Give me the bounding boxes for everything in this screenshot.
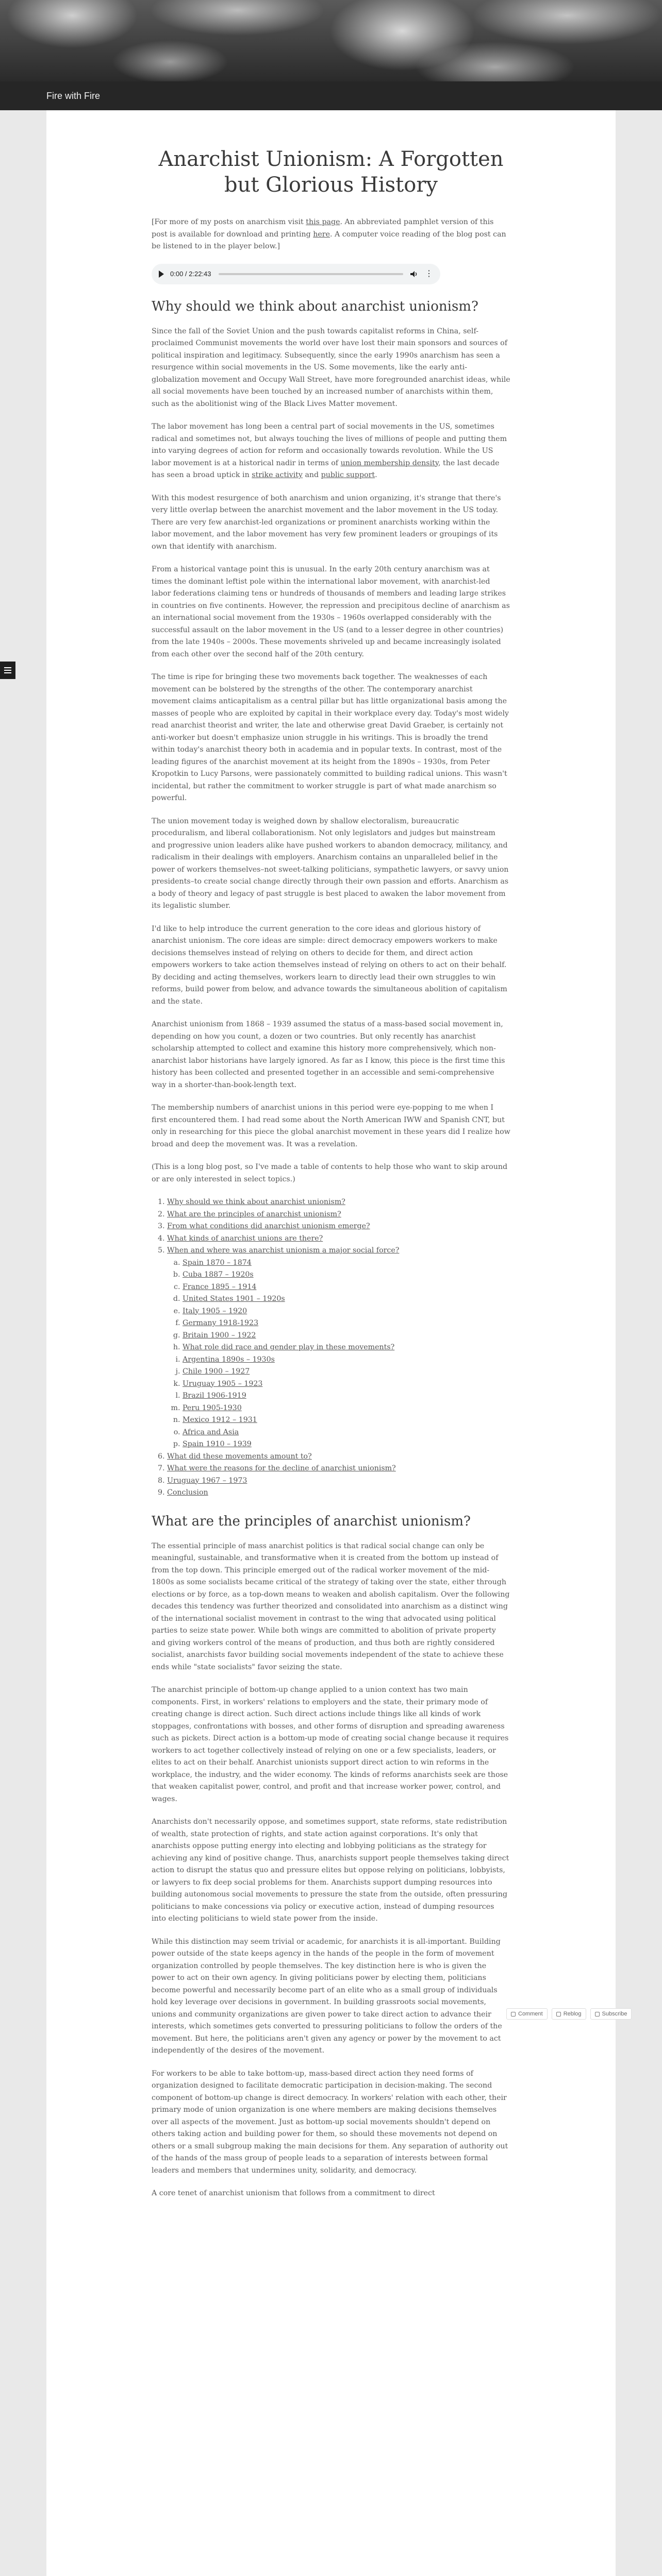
toc-link[interactable]: Brazil 1906-1919 — [183, 1392, 246, 1400]
toc-link[interactable]: From what conditions did anarchist unionism emerge? — [167, 1222, 370, 1230]
toc-item — [167, 1475, 510, 1487]
toc-link[interactable]: Cuba 1887 – 1920s — [183, 1270, 254, 1279]
paragraph-text: , the last decade has seen a broad uptick in — [152, 459, 500, 479]
paragraph — [152, 923, 510, 1008]
toc-link[interactable]: What did these movements amount to? — [167, 1452, 312, 1461]
toc-link[interactable]: Germany 1918-1923 — [183, 1319, 259, 1327]
paragraph: The essential principle of mass anarchist politics is that radical social change can only be meaningful, sustainable, and transformative when it is created from the bottom up instead of from the top down. This principle emerged out of the radical worker movement of the mid-1800s as some socialists became critical of the strategy of taking over the state, either through elections or by force, as a top-down means to weaken and abolish capitalism. Over the following decades this tendency was further theorized and consolidated into anarchism as a distinct wing of the international socialist movement in contrast to the wing that advocated using political parties to seize state power. While both wings are committed to abolition of private property and giving workers control of the means of production, and thus both are rightly considered socialist, anarchists favor building social movements independent of the state to achieve these ends while "state socialists" favor seizing the state. — [152, 1541, 510, 1671]
toc-link[interactable]: Italy 1905 – 1920 — [183, 1307, 247, 1315]
comment-button[interactable]: Comment — [506, 2008, 548, 2020]
paragraph — [152, 493, 510, 553]
toc-link[interactable]: France 1895 – 1914 — [183, 1282, 257, 1291]
toc-item — [167, 1463, 510, 1475]
audio-player[interactable] — [152, 264, 440, 284]
toc-link[interactable]: Mexico 1912 – 1931 — [183, 1416, 257, 1424]
toc-link[interactable]: Uruguay 1905 – 1923 — [183, 1379, 263, 1388]
top-bar — [0, 81, 662, 110]
toc-subitem — [183, 1342, 510, 1354]
toc-subitem — [183, 1390, 510, 1402]
paragraph-text: The labor movement has long been a central part of social movements in the US, sometimes radical and sometimes not, but always touching the lives of millions of people and putting them into varying degrees of action for reform and occasionally towards revolution. While the US labor movement is at a historical nadir in terms of — [152, 422, 507, 467]
paragraph-text: (This is a long blog post, so I've made a table of contents to help those who want to skip around or are only interested in select topics.) — [152, 1163, 508, 1183]
toc-link[interactable]: Spain 1870 – 1874 — [183, 1258, 252, 1267]
toc-subitem — [183, 1257, 510, 1269]
toc-link[interactable]: Chile 1900 – 1927 — [183, 1367, 250, 1376]
post-intro — [152, 216, 510, 253]
menu-icon — [4, 667, 11, 673]
paragraph-text: The time is ripe for bringing these two movements back together. The weaknesses of each movement can be bolstered by the strengths of the other. The contemporary anarchist movement claims anticapitalism as a central pillar but has little organizational basis among the masses of people who are exploited by capital in their workplace every day. Today's most widely read anarchist theorist and writer, the late and otherwise great David Graeber, is certainly not anti-worker but doesn't emphasize union struggle in his writings. This is broadly the trend within today's anarchist theory both in academia and in popular texts. In contrast, most of the leading figures of the anarchist movement at its height from the 1890s – 1930s, from Peter Kropotkin to Lucy Parsons, were passionately committed to building radical unions. This wasn't incidental, but rather the commitment to worker struggle is part of what made anarchism so powerful. — [152, 673, 509, 802]
toc-subitem — [183, 1427, 510, 1439]
audio-time: 0:00 / 2:22:43 — [170, 270, 211, 278]
paragraph-text: Since the fall of the Soviet Union and the push towards capitalist reforms in China, self-proclaimed Communist movements the world over have lost their main sponsors and sources of political inspiration and legitimacy. Subsequently, since the early 1990s anarchism has seen a resurgence within social movements in the US. Some movements, like the early anti-globalization movement and Occupy Wall Street, have more foregrounded anarchist ideas, while all social movements have been touched by an increased number of anarchists within them, such as the abolitionist wing of the Black Lives Matter movement. — [152, 327, 510, 408]
more-options-icon[interactable]: ⋮ — [425, 269, 433, 278]
toc-subitem — [183, 1366, 510, 1378]
toc-sublist — [167, 1257, 510, 1451]
toc-link[interactable]: When and where was anarchist unionism a major social force? — [167, 1246, 400, 1255]
follow-bar — [506, 2008, 632, 2020]
section-heading: Why should we think about anarchist unionism? — [152, 298, 478, 314]
toc-subitem — [183, 1293, 510, 1306]
subscribe-icon — [595, 2012, 600, 2016]
paragraph — [152, 1102, 510, 1150]
table-of-contents — [152, 1196, 510, 1499]
toc-item — [167, 1451, 510, 1463]
sidebar-toggle-button[interactable] — [0, 662, 15, 679]
toc-link[interactable]: Spain 1910 – 1939 — [183, 1440, 252, 1448]
toc-link[interactable]: Peru 1905-1930 — [183, 1403, 242, 1412]
paragraph-text: . A computer voice reading of the blog post can be listened to in the player below.] — [152, 230, 506, 250]
paragraph-text: . — [375, 471, 377, 479]
paragraph-text: The union movement today is weighed down by shallow electoralism, bureaucratic proceduralism, and liberal collaborationism. Not only legislators and judges but mainstream and progressive union leaders alike have pushed workers to abandon democracy, militancy, and radicalism in their dealings with employers. Anarchism contains an unparalleled belief in the power of workers themselves–not sweet-talking politicians, sympathetic lawyers, or savvy union presidents–to create social change directly through their own passion and efforts. Anarchism as a body of theory and legacy of past struggle is best placed to awaken the labor movement from its legalistic slumber. — [152, 817, 509, 910]
toc-subitem — [183, 1317, 510, 1330]
paragraph — [152, 1161, 510, 1185]
toc-item — [167, 1196, 510, 1209]
toc-item — [167, 1209, 510, 1221]
site-title[interactable]: Fire with Fire — [46, 90, 101, 101]
comment-icon — [511, 2012, 516, 2016]
post-page — [46, 110, 616, 2576]
paragraph — [152, 1019, 510, 1091]
toc-subitem — [183, 1269, 510, 1281]
paragraph-text: I'd like to help introduce the current generation to the core ideas and glorious history of anarchist unionism. The core ideas are simple: direct democracy empowers workers to make decisions themselves instead of relying on others to decide for them, and direct action empowers workers to take action themselves instead of relying on others to act on their behalf. By deciding and acting themselves, workers learn to directly lead their own struggles to win reforms, build power from below, and advance towards the simultaneous abolition of capitalism and the state. — [152, 924, 507, 1006]
audio-progress-bar[interactable] — [219, 273, 403, 275]
play-icon[interactable] — [159, 270, 164, 278]
paragraph-text: and — [302, 471, 321, 479]
inline-link[interactable]: here — [313, 230, 330, 239]
toc-item — [167, 1233, 510, 1245]
paragraph: The anarchist principle of bottom-up change applied to a union context has two main components. First, in workers' relations to employers and the state, their primary mode of creating change is direct action. Such direct actions include things like all kinds of work stoppages, confrontations with bosses, and other forms of disruption and spreading awareness such as pickets. Direct action is a bottom-up mode of creating social change because it requires workers to act together collectively instead of relying on one or a few specialists, leaders, or elites to act on their behalf. Anarchist unionists support direct action to win reforms in the workplace, the industry, and the wider economy. The kinds of reforms anarchists seek are those that weaken capitalist power, control, and profit and that increase worker power, control, and wages. — [152, 1686, 509, 1803]
toc-subitem — [183, 1281, 510, 1294]
toc-subitem — [183, 1414, 510, 1427]
post-title: Anarchist Unionism: A Forgotten but Glorious History — [158, 147, 504, 197]
section-body — [152, 1540, 510, 2200]
toc-link[interactable]: Uruguay 1967 – 1973 — [167, 1476, 247, 1485]
inline-link[interactable]: public support — [321, 471, 375, 479]
paragraph-text: The membership numbers of anarchist unions in this period were eye-popping to me when I first encountered them. I had read some about the North American IWW and Spanish CNT, but only in researching for this piece the global anarchist movement in these years did I realize how broad and deep the movement was. It was a revelation. — [152, 1104, 510, 1148]
paragraph — [152, 421, 510, 482]
toc-subitem — [183, 1402, 510, 1415]
paragraph-text: . An abbreviated pamphlet version of this post is available for download and printing — [152, 218, 494, 239]
paragraph-text: From a historical vantage point this is unusual. In the early 20th century anarchism was at times the dominant leftist pole within the international labor movement, with anarchist-led labor federations claiming tens or hundreds of thousands of members and leading large strikes in countries on five continents. However, the repression and precipitous decline of anarchism as an international social movement from the 1930s – 1960s overlapped considerably with the successful assault on the labor movement in the US (and to a lesser degree in other countries) from the late 1940s – 2000s. These movements shriveled up and became increasingly isolated from each other over the second half of the 20th century. — [152, 565, 510, 658]
header-image — [0, 0, 662, 81]
paragraph: A core tenet of anarchist unionism that follows from a commitment to direct — [152, 2189, 435, 2197]
section-body — [152, 326, 510, 1186]
toc-link[interactable]: United States 1901 – 1920s — [183, 1295, 285, 1303]
toc-link[interactable]: What kinds of anarchist unions are there? — [167, 1234, 323, 1243]
reblog-button[interactable]: Reblog — [552, 2008, 586, 2020]
toc-link[interactable]: Africa and Asia — [183, 1428, 239, 1436]
paragraph-text: [For more of my posts on anarchism visit — [152, 218, 306, 226]
toc-subitem — [183, 1378, 510, 1391]
section-heading: What are the principles of anarchist unionism? — [152, 1513, 471, 1529]
paragraph — [152, 671, 510, 805]
toc-link[interactable]: What role did race and gender play in these movements? — [183, 1343, 395, 1351]
toc-subitem — [183, 1354, 510, 1366]
toc-item — [167, 1245, 510, 1451]
paragraph-text: Anarchist unionism from 1868 – 1939 assumed the status of a mass-based social movement in, depending on how you count, a dozen or two countries. But only recently has anarchist scholarship attempted to collect and examine this history more comprehensively, which non-anarchist labor historians have largely ignored. As far as I know, this piece is the first time this history has been collected and presented together in an accessible and semi-comprehensive way in a shorter-than-book-length text. — [152, 1020, 505, 1089]
post-content — [152, 110, 510, 2200]
toc-link[interactable]: Argentina 1890s – 1930s — [183, 1355, 275, 1364]
toc-link[interactable]: Why should we think about anarchist unionism? — [167, 1198, 345, 1206]
paragraph-text: With this modest resurgence of both anarchism and union organizing, it's strange that there's very little overlap between the anarchist movement and the labor movement in the US today. There are very few anarchist-led organizations or prominent anarchists working within the labor movement, and the labor movement has very few prominent leaders or groupings of its own that identify with anarchism. — [152, 494, 501, 551]
inline-link[interactable]: strike activity — [252, 471, 303, 479]
paragraph — [152, 564, 510, 660]
toc-link[interactable]: What were the reasons for the decline of anarchist unionism? — [167, 1464, 396, 1472]
paragraph — [152, 326, 510, 411]
subscribe-button[interactable]: Subscribe — [590, 2008, 632, 2020]
toc-link[interactable]: Conclusion — [167, 1488, 208, 1497]
inline-link[interactable]: union membership density — [340, 459, 438, 467]
toc-item — [167, 1487, 510, 1499]
toc-subitem — [183, 1306, 510, 1318]
toc-subitem — [183, 1438, 510, 1451]
volume-icon[interactable] — [410, 271, 419, 277]
toc-subitem — [183, 1330, 510, 1342]
toc-link[interactable]: Britain 1900 – 1922 — [183, 1331, 256, 1340]
paragraph: For workers to be able to take bottom-up, mass-based direct action they need forms of organization designed to facilitate democratic participation in decision-making. The second component of bottom-up change is direct democracy. In workers' relation with each other, their primary mode of union organization is one where members are making decisions themselves over all aspects of the movement. Just as bottom-up social movements shouldn't depend on others taking action and building power for them, so should these movements not depend on others or a small subgroup making the main decisions for them. Any separation of authority out of the hands of the mass group of people leads to a separation of interests between formal leaders and members that undermines unity, solidarity, and democracy. — [152, 2069, 508, 2175]
paragraph: While this distinction may seem trivial or academic, for anarchists it is all-important. Building power outside of the state keeps agency in the hands of the people in the form of movement organization controlled by people themselves. The key distinction here is who is given the power to act on their own agency. In giving politicians power by electing them, politicians become powerful and necessarily become part of an elite who as a small group of individuals hold key leverage over decisions in government. In building grassroots social movements, unions and community organizations are given power to take direct action to advance their interests, which sometimes gets converted to pressuring politicians to follow the orders of the movement. But here, the politicians aren't given any agency or power by the movement to act independently of the desires of the movement. — [152, 1937, 502, 2055]
reblog-icon — [556, 2012, 561, 2016]
toc-link[interactable]: What are the principles of anarchist unionism? — [167, 1210, 341, 1218]
toc-item — [167, 1221, 510, 1233]
paragraph: Anarchists don't necessarily oppose, and sometimes support, state reforms, state redistribution of wealth, state protection of rights, and state action against corporations. It's only that anarchists oppose putting energy into electing and lobbying politicians as the strategy for achieving any kind of positive change. Thus, anarchists support people themselves taking direct action to disrupt the status quo and pressure elites but oppose relying on politicians, lobbyists, or lawyers to fix deep social problems for them. Anarchists support dumping resources into building autonomous social movements to pressure the state from the outside, often pressuring politicians to make concessions via policy or executive action, instead of dumping resources into electing politicians to wield state power from the inside. — [152, 1818, 509, 1923]
inline-link[interactable]: this page — [306, 218, 340, 226]
paragraph — [152, 816, 510, 912]
